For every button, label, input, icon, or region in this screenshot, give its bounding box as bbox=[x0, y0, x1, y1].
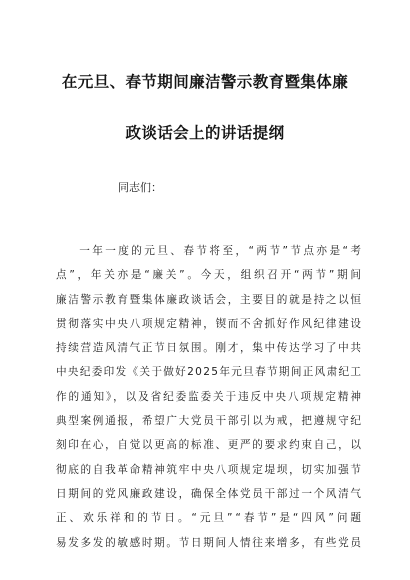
body-line-text: 典型案例通报，希望广大党员干部引以为戒，把遵规守纪 bbox=[56, 415, 363, 428]
body-line bbox=[56, 263, 364, 287]
body-line bbox=[56, 336, 361, 360]
body-line-text: 点”，年关亦是“廉关”。今天，组织召开“两节”期间 bbox=[56, 269, 364, 282]
body-line-text: 正、欢乐祥和的节日。“元旦”“春节”是“四风”问题 bbox=[56, 512, 364, 525]
body-line bbox=[56, 409, 361, 433]
body-line bbox=[56, 458, 361, 482]
body-line-text: 日期间的党风廉政建设，确保全体党员干部过一个风清气 bbox=[56, 487, 363, 500]
salutation: 同志们： bbox=[118, 181, 162, 194]
body-line-text: 中央纪委印发《关于做好2025年元旦春节期间正风肃纪工 bbox=[56, 366, 363, 379]
body-line bbox=[56, 433, 361, 457]
body-text bbox=[56, 239, 364, 555]
body-line-text: 刻印在心，自觉以更高的标准、更严的要求约束自己，以 bbox=[56, 439, 363, 452]
body-line bbox=[56, 288, 361, 312]
body-line bbox=[56, 385, 361, 409]
body-line bbox=[56, 506, 364, 530]
body-line-text: 廉洁警示教育暨集体廉政谈话会，主要目的就是持之以恒 bbox=[56, 293, 363, 306]
document-title-line-2: 政谈话会上的讲话提纲 bbox=[125, 124, 285, 142]
body-line-text: 彻底的自我革命精神筑牢中央八项规定堤坝，切实加强节 bbox=[56, 463, 363, 476]
body-line bbox=[56, 312, 361, 336]
body-line bbox=[56, 239, 364, 263]
body-line bbox=[56, 482, 361, 506]
body-line-text: 易发多发的敏感时期。节日期间人情往来增多，有些党员 bbox=[56, 536, 363, 549]
body-line bbox=[56, 360, 361, 384]
document-title-line-1: 在元旦、春节期间廉洁警示教育暨集体廉 bbox=[61, 73, 349, 91]
body-line-text: 作的通知》，以及省纪委监委关于违反中央八项规定精神 bbox=[56, 390, 363, 403]
body-line-text: 持续营造风清气正节日氛围。刚才，集中传达学习了中共 bbox=[56, 342, 363, 355]
body-line-text: 贯彻落实中央八项规定精神，锲而不舍抓好作风纪律建设 bbox=[56, 317, 363, 330]
body-line-text: 一年一度的元旦、春节将至，“两节”节点亦是“考 bbox=[56, 245, 364, 257]
body-line bbox=[56, 531, 361, 555]
